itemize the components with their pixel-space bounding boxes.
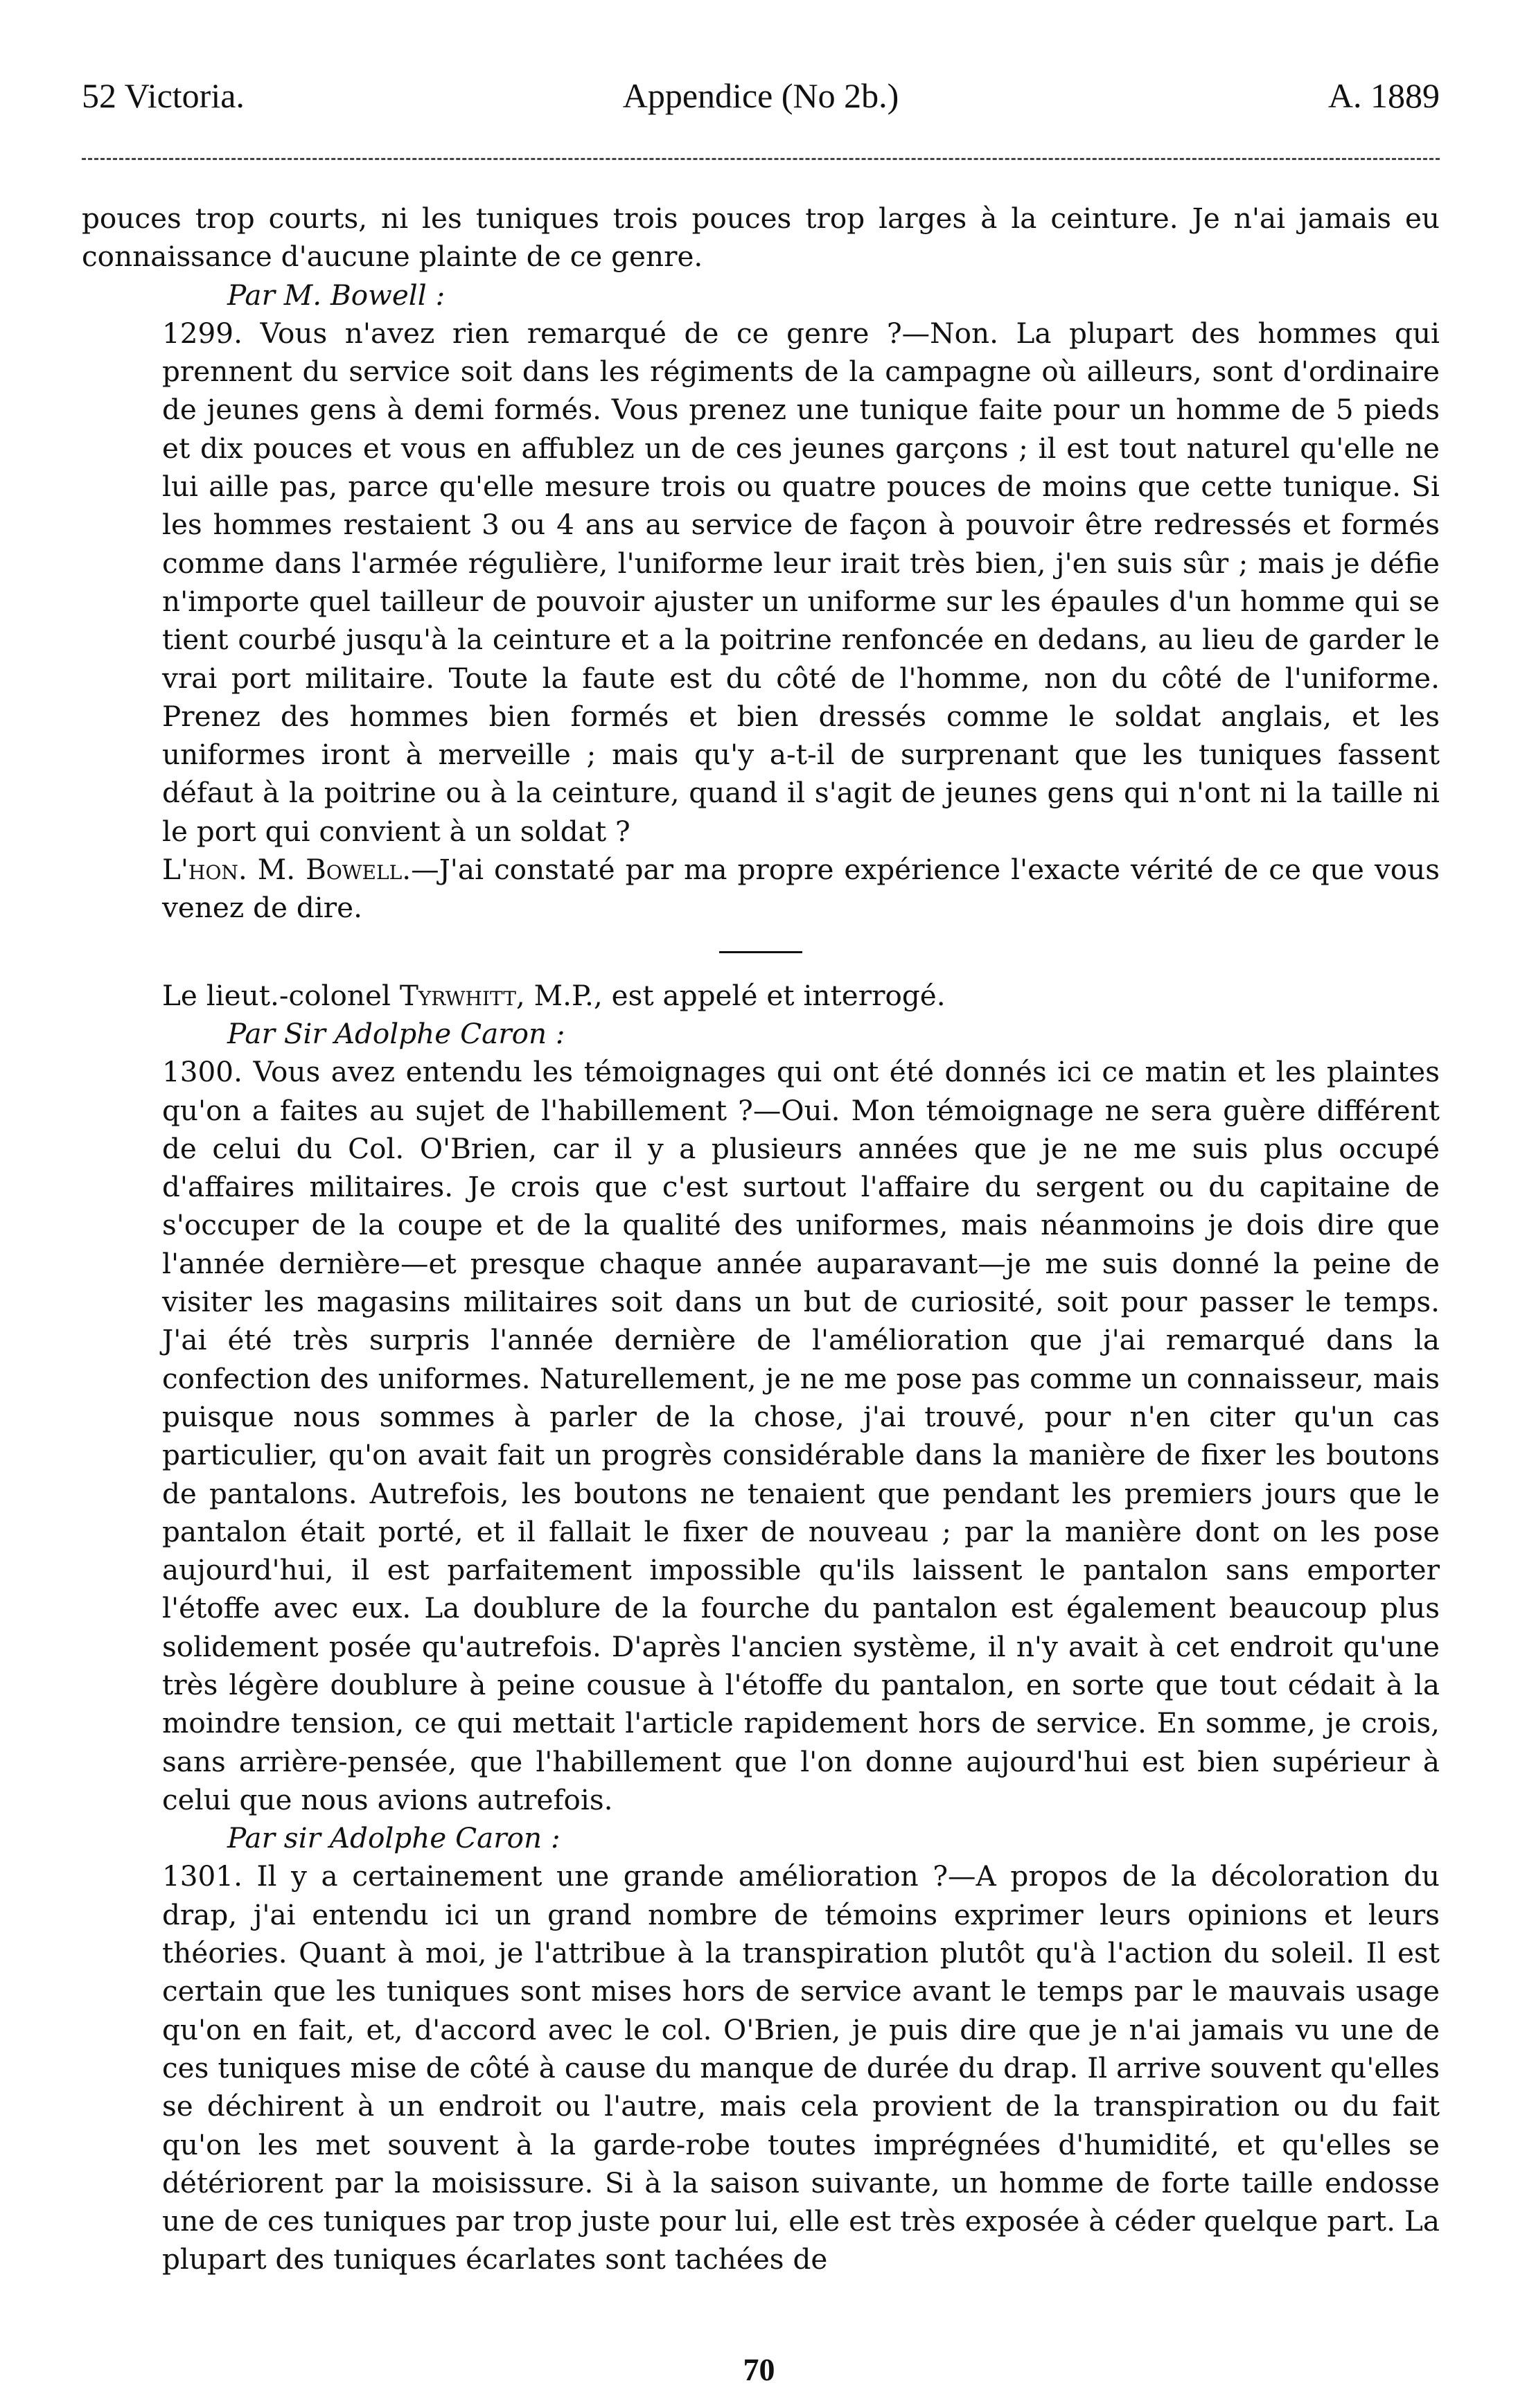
header-appendix: Appendice (No 2b.) bbox=[622, 76, 899, 115]
questioner-label: Par Sir Adolphe Caron : bbox=[227, 1016, 565, 1050]
paragraph-continuation: pouces trop courts, ni les tuniques trois pouces trop larges à la ceinture. Je n'ai jamais eu connaissance d'aucune plainte de ce genre. bbox=[82, 202, 1440, 274]
question-1300: 1300. Vous avez entendu les témoignages qui ont été donnés ici ce matin et les plaintes qu'on a faites au sujet de l'habillement ?—Oui. Mon témoignage ne sera guère différent de celui du Col. O'Brien, car il y a plusieurs années que je ne me suis plus occupé d'affaires militaires. Je crois que c'est surtout l'affaire du sergent ou du capitaine de s'occuper de la coupe et de la qualité des uniformes, mais néanmoins je dois dire que l'année dernière—et presque chaque année auparavant—je me suis donné la peine de visiter les magasins militaires soit dans un but de curiosité, soit pour passer le temps. J'ai été très surpris l'année dernière de l'amélioration que j'ai remarqué dans la confection des uniformes. Naturellement, je ne me pose pas comme un connaisseur, mais puisque nous sommes à parler de la chose, j'ai trouvé, pour n'en citer qu'un cas particulier, qu'on avait fait un progrès considérable dans la manière de fixer les boutons de pantalons. Autrefois, les boutons ne tenaient que pendant les premiers jours que le pantalon était porté, et il fallait le fixer de nouveau ; par la manière dont on les pose aujourd'hui, il est parfaitement impossible qu'ils laissent le pantalon sans emporter l'étoffe avec eux. La doublure de la fourche du pantalon est également beaucoup plus solidement posée qu'autrefois. D'après l'ancien système, il n'y avait à cet endroit qu'une très légère doublure à peine cousue à l'étoffe du pantalon, en sorte que tout cédait à la moindre tension, ce qui mettait l'article rapidement hors de service. En somme, je crois, sans arrière-pensée, que l'habillement que l'on donne aujourd'hui est bien supérieur à celui que nous avions autrefois. bbox=[162, 1055, 1440, 1816]
header-session: 52 Victoria. bbox=[82, 76, 245, 115]
speaker-name: L'hon. M. Bowell. bbox=[162, 853, 412, 887]
witness-outro: , M.P., est appelé et interrogé. bbox=[515, 978, 946, 1012]
witness-name: Tyrwhitt bbox=[399, 978, 516, 1012]
question-1299: 1299. Vous n'avez rien remarqué de ce genre ?—Non. La plupart des hommes qui prennent du service soit dans les régiments de la campagne où ailleurs, sont d'ordinaire de jeunes gens à demi formés. Vous prenez une tunique faite pour un homme de 5 pieds et dix pouces et vous en affublez un de ces jeunes garçons ; il est tout naturel qu'elle ne lui aille pas, parce qu'elle mesure trois ou quatre pouces de moins que cette tunique. Si les hommes restaient 3 ou 4 ans au service de façon à pouvoir être redressés et formés comme dans l'armée régulière, l'uniforme leur irait très bien, j'en suis sûr ; mais je défie n'importe quel tailleur de pouvoir ajuster un uniforme sur les épaules d'un homme qui se tient courbé jusqu'à la ceinture et a la poitrine renfoncée en dedans, au lieu de garder le vrai port militaire. Toute la faute est du côté de l'homme, non du côté de l'uniforme. Prenez des hommes bien formés et bien dressés comme le soldat anglais, et les uniformes iront à merveille ; mais qu'y a-t-il de surprenant que les tuniques fassent défaut à la poitrine ou à la ceinture, quand il s'agit de jeunes gens qui n'ont ni la taille ni le port qui convient à un soldat ? bbox=[162, 316, 1440, 848]
page-number: 70 bbox=[743, 2352, 775, 2387]
section-separator bbox=[719, 951, 802, 953]
questioner-label: Par sir Adolphe Caron : bbox=[227, 1821, 561, 1855]
questioner-label: Par M. Bowell : bbox=[227, 278, 445, 312]
statement-text: —J'ai constaté par ma propre expérience l'exacte vérité de ce que vous venez de dire. bbox=[162, 853, 1440, 925]
body-text bbox=[82, 200, 1440, 2279]
statement-bowell bbox=[82, 851, 1440, 928]
running-header bbox=[82, 68, 1440, 123]
witness-intro: Le lieut.-colonel bbox=[162, 978, 400, 1012]
header-rule bbox=[82, 158, 1440, 160]
witness-called bbox=[82, 977, 1440, 1015]
question-1301: 1301. Il y a certainement une grande amélioration ?—A propos de la décoloration du drap, j'ai entendu ici un grand nombre de témoins exprimer leurs opinions et leurs théories. Quant à moi, je l'attribue à la transpiration plutôt qu'à l'action du soleil. Il est certain que les tuniques sont mises hors de service avant le temps par le mauvais usage qu'on en fait, et, d'accord avec le col. O'Brien, je puis dire que je n'ai jamais vu une de ces tuniques mise de côté à cause du manque de durée du drap. Il arrive souvent qu'elles se déchirent à un endroit ou l'autre, mais cela provient de la transpiration ou du fait qu'on les met souvent à la garde-robe toutes imprégnées d'humidité, et qu'elles se détériorent par la moisissure. Si à la saison suivante, un homme de forte taille endosse une de ces tuniques par trop juste pour lui, elle est très exposée à céder quelque part. La plupart des tuniques écarlates sont tachées de bbox=[162, 1859, 1440, 2276]
header-year: A. 1889 bbox=[1327, 76, 1440, 115]
